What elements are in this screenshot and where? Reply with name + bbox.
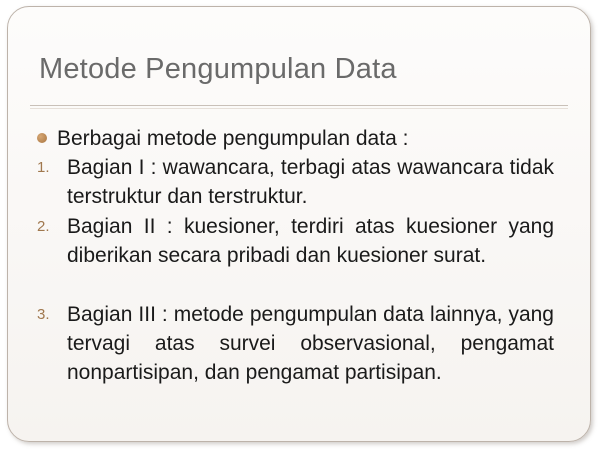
item-text: Bagian II : kuesioner, terdiri atas kuesioner yang diberikan secara pribadi dan kuesioner surat. [67, 215, 554, 267]
title-divider [30, 105, 568, 106]
numbered-item-1 [37, 153, 554, 211]
bullet-item [37, 124, 570, 153]
item-number: 1. [37, 159, 50, 176]
slide-frame [7, 6, 591, 442]
item-text: Bagian I : wawancara, terbagi atas wawancara tidak terstruktur dan terstruktur. [67, 156, 554, 208]
title-divider-shadow [30, 108, 568, 109]
slide-title: Metode Pengumpulan Data [39, 53, 397, 85]
item-number: 2. [37, 218, 50, 235]
numbered-item-2 [37, 212, 554, 270]
bullet-text: Berbagai metode pengumpulan data : [57, 127, 409, 150]
item-number: 3. [37, 306, 50, 323]
bullet-dot-icon [37, 133, 47, 143]
numbered-item-3 [37, 300, 554, 387]
item-text: Bagian III : metode pengumpulan data lainnya, yang tervagi atas survei observasional, pengamat nonpartisipan, dan pengamat partisipan. [67, 303, 554, 384]
